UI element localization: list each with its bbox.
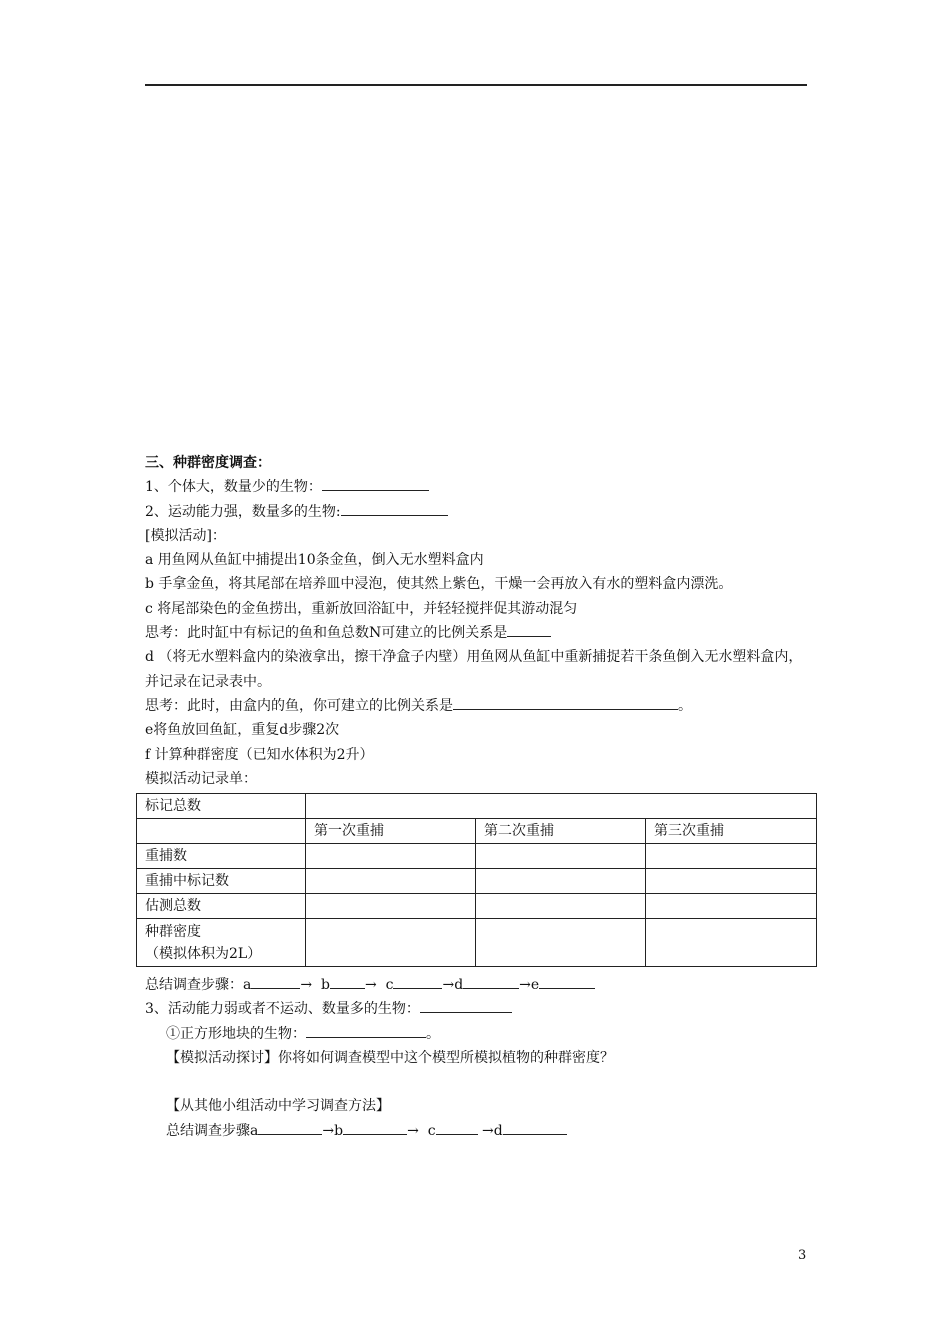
learn-heading: 【从其他小组活动中学习调查方法】 (166, 1098, 390, 1115)
discuss-prompt: 【模拟活动探讨】你将如何调查模型中这个模型所模拟植物的种群密度？ (166, 1050, 614, 1067)
summary-1-blank-c[interactable] (393, 976, 442, 989)
cell-mark-total[interactable] (306, 794, 817, 819)
think-2 (145, 694, 810, 718)
arrow-icon: → (300, 977, 313, 994)
step-f: f 计算种群密度（已知水体积为2升） (145, 746, 374, 763)
summary-1-prefix: 总结调查步骤：a (145, 977, 252, 994)
table-cell[interactable] (646, 919, 817, 967)
summary-2-c: c (427, 1122, 436, 1139)
summary-2-d: d (493, 1122, 503, 1139)
table-cell[interactable] (476, 919, 646, 967)
table-cell[interactable] (646, 869, 817, 894)
table-cell[interactable] (306, 919, 476, 967)
item-1 (145, 475, 810, 499)
summary-2 (145, 1119, 810, 1143)
summary-2-blank-d[interactable] (503, 1122, 567, 1135)
step-e: e将鱼放回鱼缸，重复d步骤2次 (145, 722, 340, 739)
table-row (137, 894, 817, 919)
item-3-blank[interactable] (420, 1000, 512, 1013)
arrow-icon: → (442, 977, 455, 994)
step-a: a 用鱼网从鱼缸中捕提出10条金鱼，倒入无水塑料盒内 (145, 552, 484, 569)
table-cell[interactable] (306, 844, 476, 869)
record-title: 模拟活动记录单： (145, 770, 257, 787)
think-2-blank[interactable] (453, 697, 678, 710)
item-1-blank[interactable] (322, 478, 429, 491)
think-1 (145, 621, 810, 645)
header-empty-cell (137, 819, 306, 844)
item-2-blank[interactable] (341, 503, 448, 516)
arrow-icon: → (364, 977, 377, 994)
arrow-icon: → (407, 1122, 419, 1139)
header-rule (145, 84, 807, 86)
summary-1-b: b (321, 977, 330, 994)
item-2-text: 2、运动能力强，数量多的生物: (145, 503, 341, 520)
worksheet-body (145, 451, 810, 1143)
item-3-text: 3、活动能力弱或者不运动、数量多的生物： (145, 1001, 420, 1018)
row-label-marked-in-recapture: 重捕中标记数 (137, 869, 306, 894)
think-2-text: 思考：此时，由盒内的鱼，你可建立的比例关系是 (145, 697, 453, 714)
section-title: 三、种群密度调查： (145, 455, 271, 471)
density-label-line-2: （模拟体积为2L） (145, 945, 262, 962)
row-label-estimate: 估测总数 (137, 894, 306, 919)
item-3 (145, 997, 810, 1021)
header-recapture-3: 第三次重捕 (646, 819, 817, 844)
table-cell[interactable] (646, 894, 817, 919)
summary-1 (145, 973, 810, 997)
item-3-1-blank[interactable] (306, 1025, 426, 1038)
step-b: b 手拿金鱼，将其尾部在培养皿中浸泡，使其然上紫色，干燥一会再放入有水的塑料盒内漂洗。 (145, 576, 733, 593)
arrow-icon: → (322, 1122, 335, 1139)
item-3-1 (145, 1022, 810, 1046)
header-recapture-1: 第一次重捕 (306, 819, 476, 844)
table-cell[interactable] (306, 894, 476, 919)
summary-1-d: d (454, 977, 464, 994)
think-1-blank[interactable] (507, 624, 551, 637)
item-2 (145, 500, 810, 524)
table-cell[interactable] (476, 844, 646, 869)
answer-space (145, 1070, 810, 1094)
arrow-icon: → (482, 1122, 494, 1139)
think-2-end: 。 (678, 697, 692, 714)
summary-1-c: c (385, 977, 394, 994)
row-label-recapture: 重捕数 (137, 844, 306, 869)
record-table (136, 793, 817, 967)
density-label-line-1: 种群密度 (145, 923, 201, 940)
summary-2-prefix: 总结调查步骤a (166, 1122, 259, 1139)
header-recapture-2: 第二次重捕 (476, 819, 646, 844)
page-number: 3 (798, 1248, 807, 1263)
summary-1-blank-d[interactable] (463, 976, 519, 989)
summary-1-blank-e[interactable] (539, 976, 595, 989)
summary-1-e: e (530, 977, 540, 994)
summary-2-b: b (334, 1122, 344, 1139)
activity-header: [模拟活动]： (145, 527, 226, 544)
table-row (137, 844, 817, 869)
step-d: d （将无水塑料盒内的染液拿出，擦干净盒子内壁）用鱼网从鱼缸中重新捕捉若干条鱼倒入无水塑料盒内，并记录在记录表中。 (145, 649, 803, 690)
summary-2-blank-b[interactable] (343, 1122, 407, 1135)
think-1-text: 思考：此时缸中有标记的鱼和鱼总数N可建立的比例关系是 (145, 625, 508, 642)
table-row (137, 869, 817, 894)
table-cell[interactable] (306, 869, 476, 894)
item-3-1-text: ①正方形地块的生物： (166, 1025, 306, 1042)
table-row (137, 919, 817, 967)
summary-1-blank-a[interactable] (251, 976, 300, 989)
item-1-text: 1、个体大，数量少的生物： (145, 479, 322, 496)
table-header-row (137, 819, 817, 844)
row-label-mark-total: 标记总数 (137, 794, 306, 819)
row-label-density (137, 919, 306, 967)
table-row (137, 794, 817, 819)
table-cell[interactable] (476, 869, 646, 894)
summary-2-blank-a[interactable] (258, 1122, 322, 1135)
arrow-icon: → (519, 977, 531, 994)
table-cell[interactable] (646, 844, 817, 869)
item-3-1-end: 。 (426, 1025, 440, 1042)
table-cell[interactable] (476, 894, 646, 919)
summary-1-blank-b[interactable] (330, 976, 365, 989)
summary-2-blank-c[interactable] (436, 1122, 478, 1135)
step-c: c 将尾部染色的金鱼捞出，重新放回浴缸中，并轻轻搅拌促其游动混匀 (145, 600, 578, 617)
